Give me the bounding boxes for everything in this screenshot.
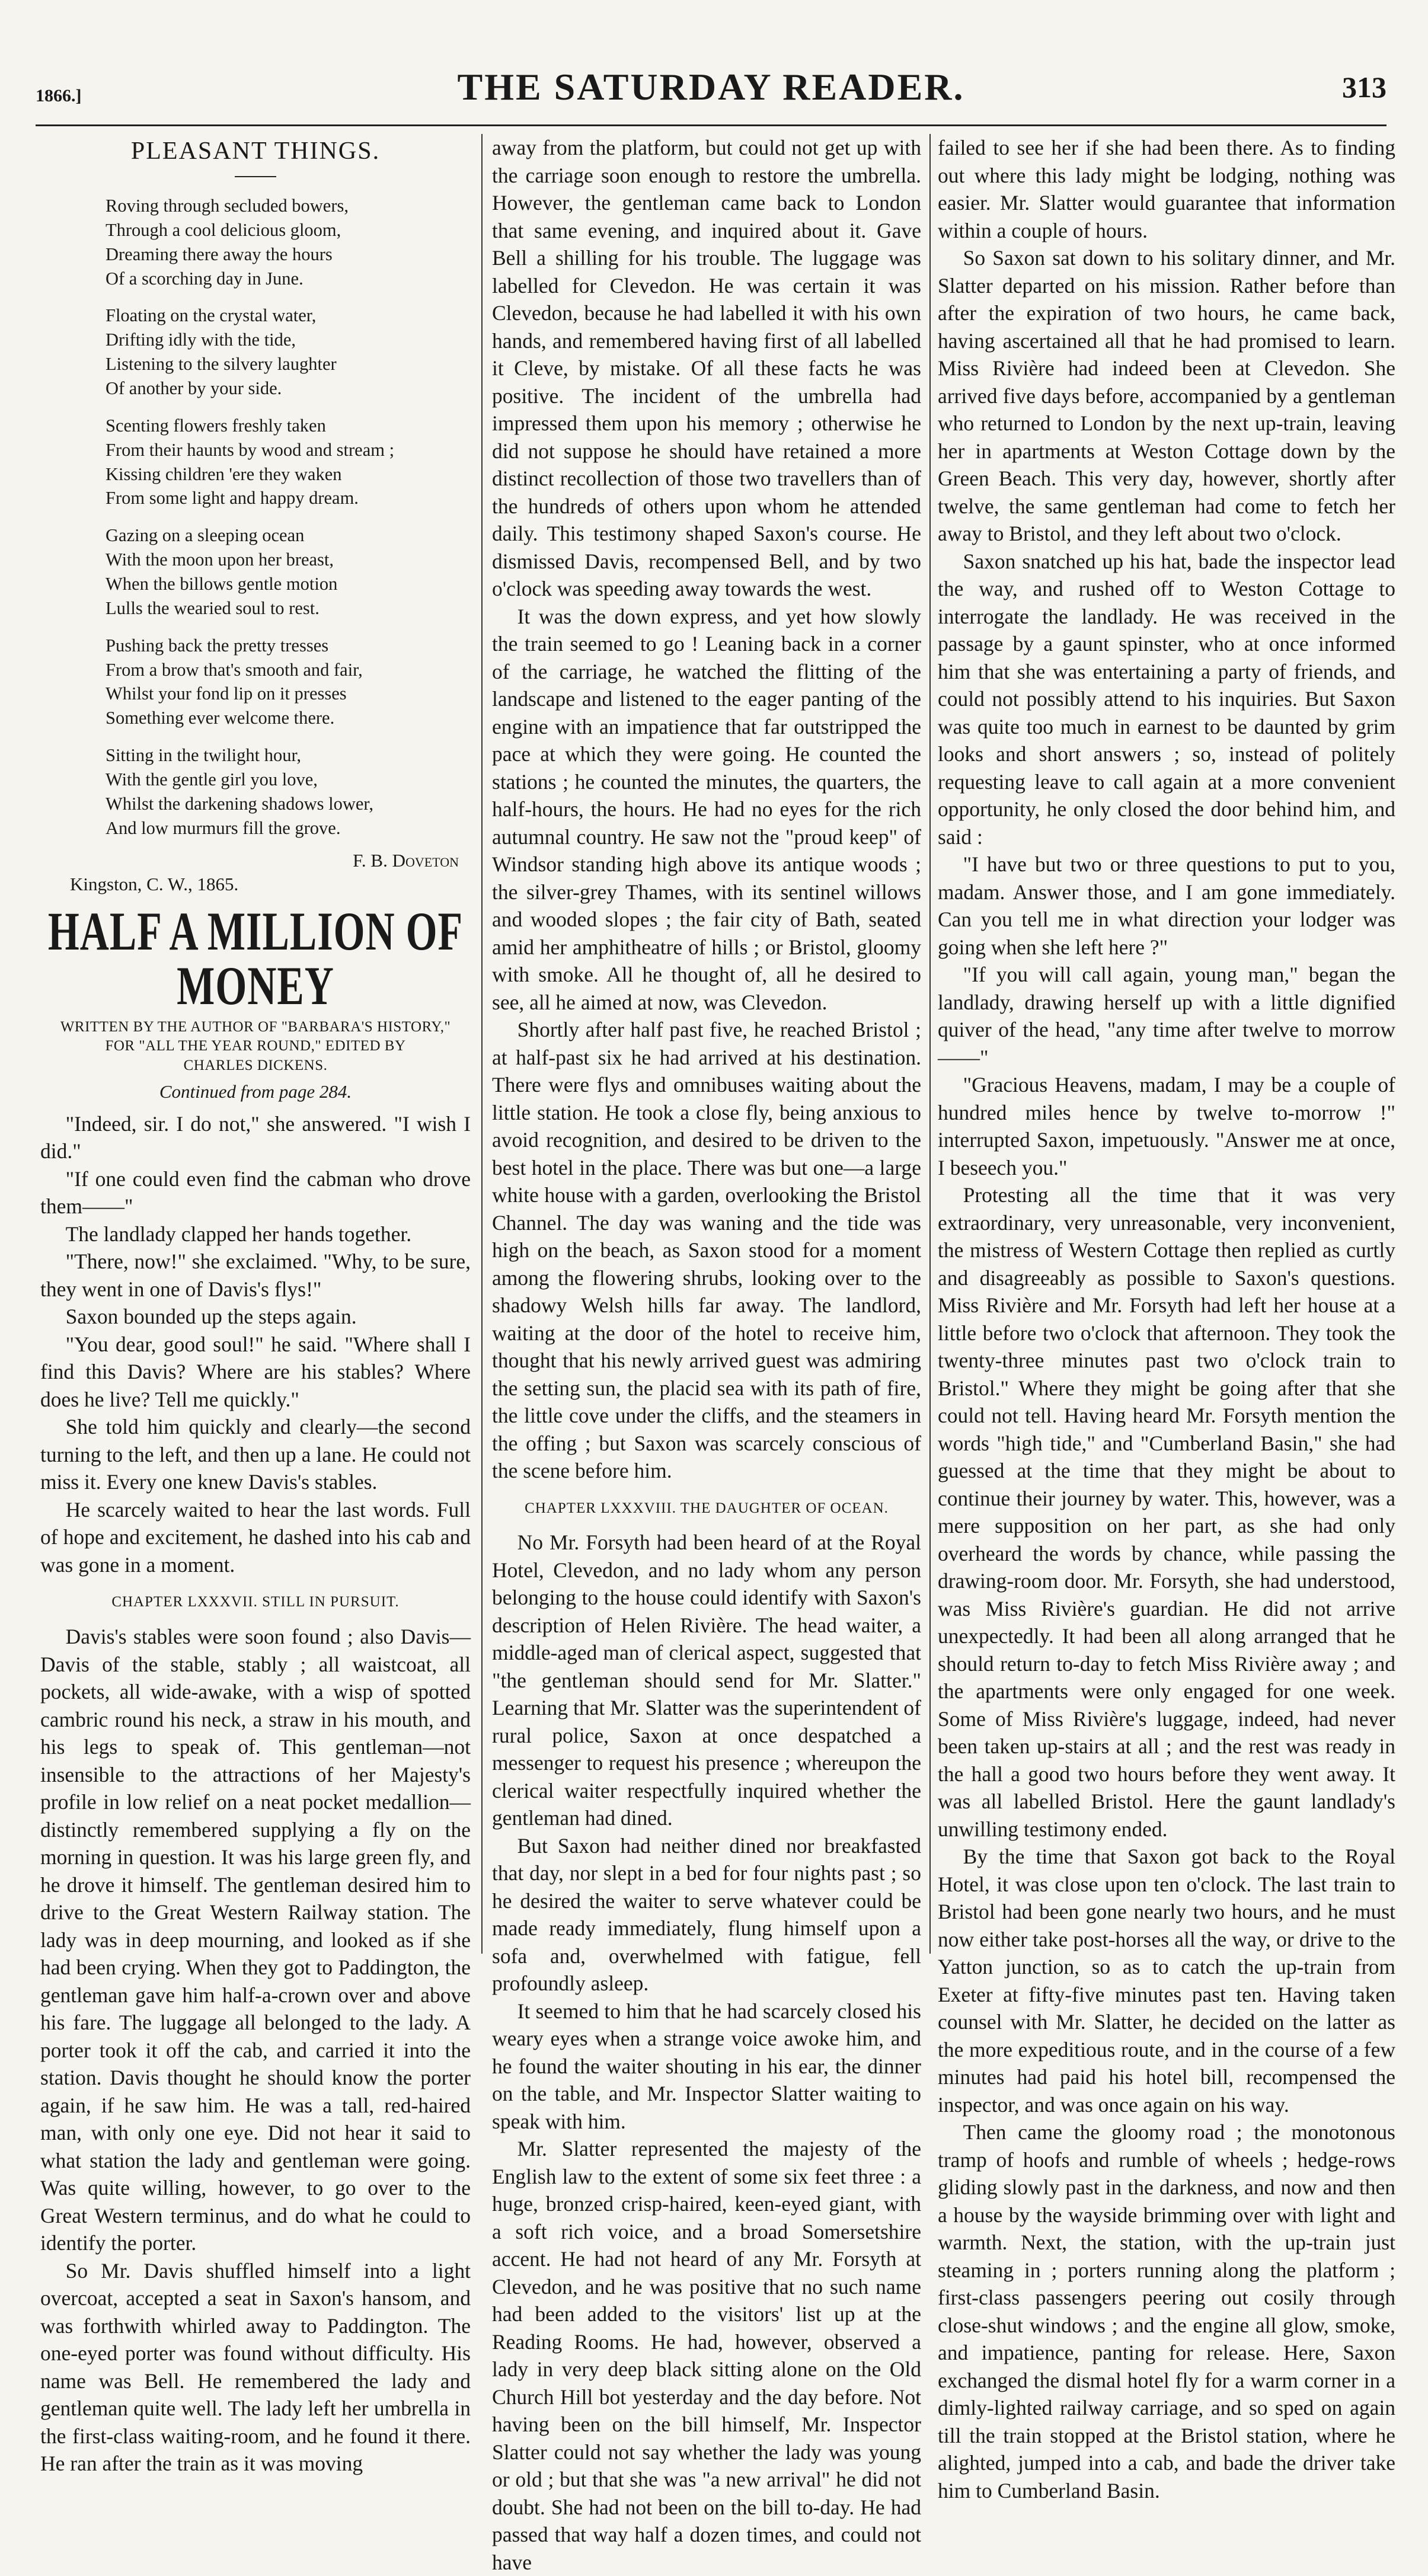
story-text bbox=[492, 134, 921, 1485]
poem-line: Whilst the darkening shadows lower, bbox=[106, 793, 373, 814]
paragraph: The landlady clapped her hands together. bbox=[65, 1222, 412, 1246]
poem-line: Roving through secluded bowers, bbox=[106, 196, 349, 216]
paragraph: away from the platform, but could not get up with the carriage soon enough to restore the umbrella. However, the gentleman came back to London that same evening, and inquired about it. Gave Bell a shilling for his trouble. The luggage was labelled for Clevedon. He was certain it was Clevedon, because he had labelled it with his own hands, and remembered having first of all labelled it Cleve, by mistake. Of all these facts he was positive. The incident of the umbrella had impressed them upon his memory ; otherwise he did not suppose he should have retained a more distinct recollection of those two travellers than of the hundreds of others upon whom he attended daily. This testimony shaped Saxon's course. He dismissed Davis, recompensed Bell, and by two o'clock was speeding away towards the west. bbox=[492, 136, 921, 600]
page-header bbox=[36, 65, 1387, 119]
poem-line: Dreaming there away the hours bbox=[106, 244, 333, 264]
poem-line: Pushing back the pretty tresses bbox=[106, 635, 329, 656]
header-rule bbox=[36, 124, 1387, 126]
paragraph: No Mr. Forsyth had been heard of at the Royal Hotel, Clevedon, and no lady whom any person belonging to the house could identify with Saxon's description of Helen Rivière. The head waiter, a middle-aged man of clerical aspect, suggested that "the gentleman should send for Mr. Slatter." Learning that Mr. Slatter was the superintendent of rural police, Saxon at once despatched a messenger to request his presence ; whereupon the clerical waiter respectfully inquired whether the gentleman had dined. bbox=[492, 1530, 921, 1830]
poem-line: Sitting in the twilight hour, bbox=[106, 745, 302, 766]
paragraph: "Gracious Heavens, madam, I may be a couple of hundred miles hence by twelve to-morrow !" interrupted Saxon, impetuously. "Answer me at once, I beseech you." bbox=[938, 1073, 1395, 1180]
paragraph: So Saxon sat down to his solitary dinner, and Mr. Slatter departed on his mission. Rather before than after the expiration of two hours, he came back, having ascertained all that he had promised to learn. Miss Rivière had indeed been at Clevedon. She arrived five days before, accompanied by a gentleman who returned to London by the next up-train, leaving her in apartments at Weston Cottage down by the Green Beach. This very day, however, shortly after twelve, the same gentleman had come to fetch her away to Bristol, and they left about two o'clock. bbox=[938, 246, 1395, 545]
byline-line: WRITTEN BY THE AUTHOR OF "BARBARA'S HISTORY," bbox=[60, 1018, 451, 1035]
title-rule bbox=[235, 176, 276, 177]
column-3 bbox=[938, 134, 1395, 2503]
paragraph: Saxon snatched up his hat, bade the inspector lead the way, and rushed off to Weston Cottage to interrogate the landlady. He was received in the passage by a gaunt spinster, who at once informed him that she was entertaining a party of friends, and could not possibly attend to his inquiries. But Saxon was quite too much in earnest to be daunted by grim looks and short answers ; so, instead of politely requesting leave to call again at a more convenient opportunity, he only closed the door behind him, and said : bbox=[938, 549, 1395, 849]
paragraph: He scarcely waited to hear the last words. Full of hope and excitement, he dashed into his cab and was gone in a moment. bbox=[40, 1497, 471, 1577]
column-divider bbox=[481, 134, 483, 1954]
page-number: 313 bbox=[1342, 71, 1387, 104]
byline-line: CHARLES DICKENS. bbox=[183, 1057, 328, 1073]
poem-line: Drifting idly with the tide, bbox=[106, 330, 296, 350]
poem-stanza bbox=[106, 303, 471, 400]
paragraph: failed to see her if she had been there. As to finding out where this lady might be lodging, nothing was easier. Mr. Slatter would guarantee that information within a couple of hours. bbox=[938, 136, 1395, 242]
story-title: HALF A MILLION OF MONEY bbox=[47, 900, 464, 1017]
poem-line: Whilst your fond lip on it presses bbox=[106, 683, 347, 704]
paragraph: It seemed to him that he had scarcely closed his weary eyes when a strange voice awoke him, and he found the waiter shouting in his ear, the dinner on the table, and Mr. Inspector Slatter waiting to speak with him. bbox=[492, 1999, 921, 2133]
paragraph: She told him quickly and clearly—the second turning to the left, and then up a lane. He could not miss it. Every one knew Davis's stables. bbox=[40, 1415, 471, 1494]
poem-stanza bbox=[106, 634, 471, 730]
paragraph: "Indeed, sir. I do not," she answered. "I wish I did." bbox=[40, 1111, 471, 1164]
column-2 bbox=[492, 134, 921, 2574]
story-text bbox=[492, 1529, 921, 2576]
paragraph: But Saxon had neither dined nor breakfasted that day, nor slept in a bed for four nights past ; so he desired the waiter to serve whatever could be made ready immediately, flung himself upon a sofa and, overwhelmed with fatigue, fell profoundly asleep. bbox=[492, 1833, 921, 1996]
poem-line: With the gentle girl you love, bbox=[106, 769, 318, 790]
poem-line: Listening to the silvery laughter bbox=[106, 354, 337, 375]
paragraph: "I have but two or three questions to put to you, madam. Answer those, and I am gone immediately. Can you tell me in what direction your lodger was going when she left here ?" bbox=[938, 852, 1395, 959]
story-text bbox=[40, 1110, 471, 1579]
poem-stanza bbox=[106, 194, 471, 290]
byline-line: FOR "ALL THE YEAR ROUND," EDITED BY bbox=[105, 1038, 406, 1054]
issue-date: 1866.] bbox=[36, 86, 82, 106]
poem-line: Kissing children 'ere they waken bbox=[106, 464, 342, 484]
poem-line: Lulls the wearied soul to rest. bbox=[106, 597, 320, 618]
paragraph: By the time that Saxon got back to the Royal Hotel, it was close upon ten o'clock. The last train to Bristol had been gone nearly two hours, and he must now either take post-horses all the way, or drive to the Yatton junction, so as to catch the up-train from Exeter at fifty-five minutes past ten. Having taken counsel with Mr. Slatter, he decided on the latter as the more expeditious route, and in the course of a few minutes had paid his hotel bill, recompensed the inspector, and was once again on his way. bbox=[938, 1845, 1395, 2117]
poem-line: And low murmurs fill the grove. bbox=[106, 817, 341, 838]
poem-line: From some light and happy dream. bbox=[106, 488, 359, 509]
paragraph: "If you will call again, young man," began the landlady, drawing herself up with a little dignified quiver of the head, "any time after twelve to morrow——" bbox=[938, 963, 1395, 1069]
poem-line: Of a scorching day in June. bbox=[106, 268, 304, 289]
paragraph: "There, now!" she exclaimed. "Why, to be sure, they went in one of Davis's flys!" bbox=[40, 1249, 471, 1301]
poem-line: Floating on the crystal water, bbox=[106, 305, 317, 326]
poem-line: Of another by your side. bbox=[106, 378, 282, 399]
paragraph: "You dear, good soul!" he said. "Where shall I find this Davis? Where are his stables? Where does he live? Tell me quickly." bbox=[40, 1332, 471, 1411]
story-byline bbox=[40, 1018, 471, 1076]
paragraph: "If one could even find the cabman who drove them——" bbox=[40, 1166, 471, 1219]
column-divider bbox=[929, 134, 931, 1954]
paragraph: Mr. Slatter represented the majesty of the English law to the extent of some six feet three : a huge, bronzed crisp-haired, keen-eyed giant, with a soft rich voice, and a broad Somersetshire accent. He had not heard of any Mr. Forsyth at Clevedon, and he was positive that no such name had been added to the visitors' list up at the Reading Rooms. He had, however, observed a lady in very deep black sitting alone on the Old Church Hill bot yesterday and the day before. Not having been on the bill himself, Mr. Inspector Slatter could not say whether the lady was young or old ; but that she was "a new arrival" he did not doubt. She had not been on the bill to-day. He had passed that way half a dozen times, and could not have bbox=[492, 2137, 921, 2574]
paragraph: Saxon bounded up the steps again. bbox=[65, 1305, 357, 1329]
poem-title: PLEASANT THINGS. bbox=[130, 138, 381, 165]
continued-note: Continued from page 284. bbox=[159, 1081, 352, 1102]
paragraph: Protesting all the time that it was very extraordinary, very unreasonable, very inconvenient, the mistress of Western Cottage then replied as curtly and disagreeably as possible to Saxon's questions. Miss Rivière and Mr. Forsyth had left her house at a little before two o'clock that afternoon. They took the twenty-three minutes past two o'clock train to Bristol." Where they might be going after that she could not tell. Having heard Mr. Forsyth mention the words "high tide," and "Cumberland Basin," she had guessed at the time that they might be about to continue their journey by water. This, however, was a mere supposition on her part, as she had only overheard the words by chance, while passing the drawing-room door. Mr. Forsyth, she had understood, was Miss Rivière's guardian. He did not arrive unexpectedly. It had been all along arranged that he should return to-day to fetch Miss Rivière away ; and the apartments were only engaged for one week. Some of Miss Rivière's luggage, indeed, had never been taken up-stairs at all ; and the rest was ready in the hall a good two hours before they went away. It was all labelled Bristol. Here the gaunt landlady's unwilling testimony ended. bbox=[938, 1183, 1395, 1841]
story-text bbox=[938, 134, 1395, 2504]
poem-stanza bbox=[106, 414, 471, 510]
poem-line: Gazing on a sleeping ocean bbox=[106, 525, 305, 546]
poem-line: Through a cool delicious gloom, bbox=[106, 219, 341, 240]
masthead-title: THE SATURDAY READER. bbox=[457, 66, 965, 108]
poem-stanza bbox=[106, 743, 471, 840]
chapter-heading: CHAPTER LXXXVIII. THE DAUGHTER OF OCEAN. bbox=[525, 1500, 889, 1516]
paragraph: Davis's stables were soon found ; also Davis—Davis of the stable, stably ; all waistcoat, all pockets, all wide-awake, with a wisp of spotted cambric round his neck, a straw in his mouth, and his legs to speak of. This gentleman—not insensible to the attractions of her Majesty's profile in low relief on a neat pocket medallion—distinctly remembered supplying a fly on the morning in question. It was his large green fly, and he drove it himself. The gentleman desired him to drive to the Great Western Railway station. The lady was in deep mourning, and looked as if she had been crying. When they got to Paddington, the gentleman gave him half-a-crown over and above his fare. The luggage all belonged to the lady. A porter took it off the cab, and carried it into the station. Davis thought he should know the porter again, if he saw him. He was a tall, red-haired man, with only one eye. Did not hear it said to what station the lady and gentleman were going. Was quite willing, however, to go over to the Great Western terminus, and do what he could to identify the porter. bbox=[40, 1625, 471, 2255]
paragraph: So Mr. Davis shuffled himself into a light overcoat, accepted a seat in Saxon's hansom, and was forthwith whirled away to Paddington. The one-eyed porter was found without difficulty. His name was Bell. He remembered the lady and gentleman quite well. The lady left her umbrella in the first-class waiting-room, and he found it there. He ran after the train as it was moving bbox=[40, 2258, 471, 2476]
poem-stanza bbox=[106, 523, 471, 620]
poem-line: From a brow that's smooth and fair, bbox=[106, 659, 363, 680]
poem-body bbox=[40, 194, 471, 840]
story-text bbox=[40, 1623, 471, 2478]
chapter-heading: CHAPTER LXXXVII. STILL IN PURSUIT. bbox=[111, 1594, 400, 1610]
poem-location: Kingston, C. W., 1865. bbox=[70, 874, 239, 895]
poem-line: With the moon upon her breast, bbox=[106, 549, 334, 570]
paragraph: Shortly after half past five, he reached Bristol ; at half-past six he had arrived at his destination. There were flys and omnibuses waiting about the little station. He took a close fly, being anxious to avoid recognition, and desired to be driven to the best hotel in the place. There was but one—a large white house with a garden, overlooking the Bristol Channel. The day was waning and the tide was high on the beach, as Saxon stood for a moment among the flowering shrubs, looking over to the shadowy Welsh hills far away. The landlord, waiting at the door of the hotel to receive him, thought that his newly arrived guest was admiring the setting sun, the placid sea with its path of fire, the little cove under the cliffs, and the steamers in the offing ; but Saxon was scarcely conscious of the scene before him. bbox=[492, 1018, 921, 1482]
poem-author: F. B. Doveton bbox=[353, 849, 459, 871]
paragraph: Then came the gloomy road ; the monotonous tramp of hoofs and rumble of wheels ; hedge-rows gliding slowly past in the darkness, and now and then a house by the wayside brimming over with light and warmth. Next, the station, with the up-train just steaming in ; porters running along the platform ; first-class passengers peering out cosily through close-shut windows ; and the engine all glow, smoke, and impatience, panting for release. Here, Saxon exchanged the dismal hotel fly for a warm corner in a dimly-lighted railway carriage, and so sped on again till the train stopped at the Bristol station, where he alighted, jumped into a cab, and bade the driver take him to Cumberland Basin. bbox=[938, 2120, 1395, 2503]
poem-line: When the billows gentle motion bbox=[106, 574, 338, 595]
column-1 bbox=[40, 134, 471, 2476]
poem-line: From their haunts by wood and stream ; bbox=[106, 439, 395, 460]
paragraph: It was the down express, and yet how slowly the train seemed to go ! Leaning back in a corner of the carriage, he watched the flitting of the landscape and listened to the eager panting of the engine with an impatience that far outstripped the pace at which they were going. He counted the stations ; he counted the minutes, the quarters, the half-hours, the hours. He had no eyes for the rich autumnal country. He saw not the "proud keep" of Windsor standing high above its antique woods ; the silver-grey Thames, with its sentinel willows and wooded slopes ; the fair city of Bath, seated amid her amphitheatre of hills ; or Bristol, gloomy with smoke. All he thought of, all he desired to see, all he aimed at now, was Clevedon. bbox=[492, 604, 921, 1014]
poem-line: Scenting flowers freshly taken bbox=[106, 415, 326, 436]
poem-line: Something ever welcome there. bbox=[106, 708, 335, 728]
